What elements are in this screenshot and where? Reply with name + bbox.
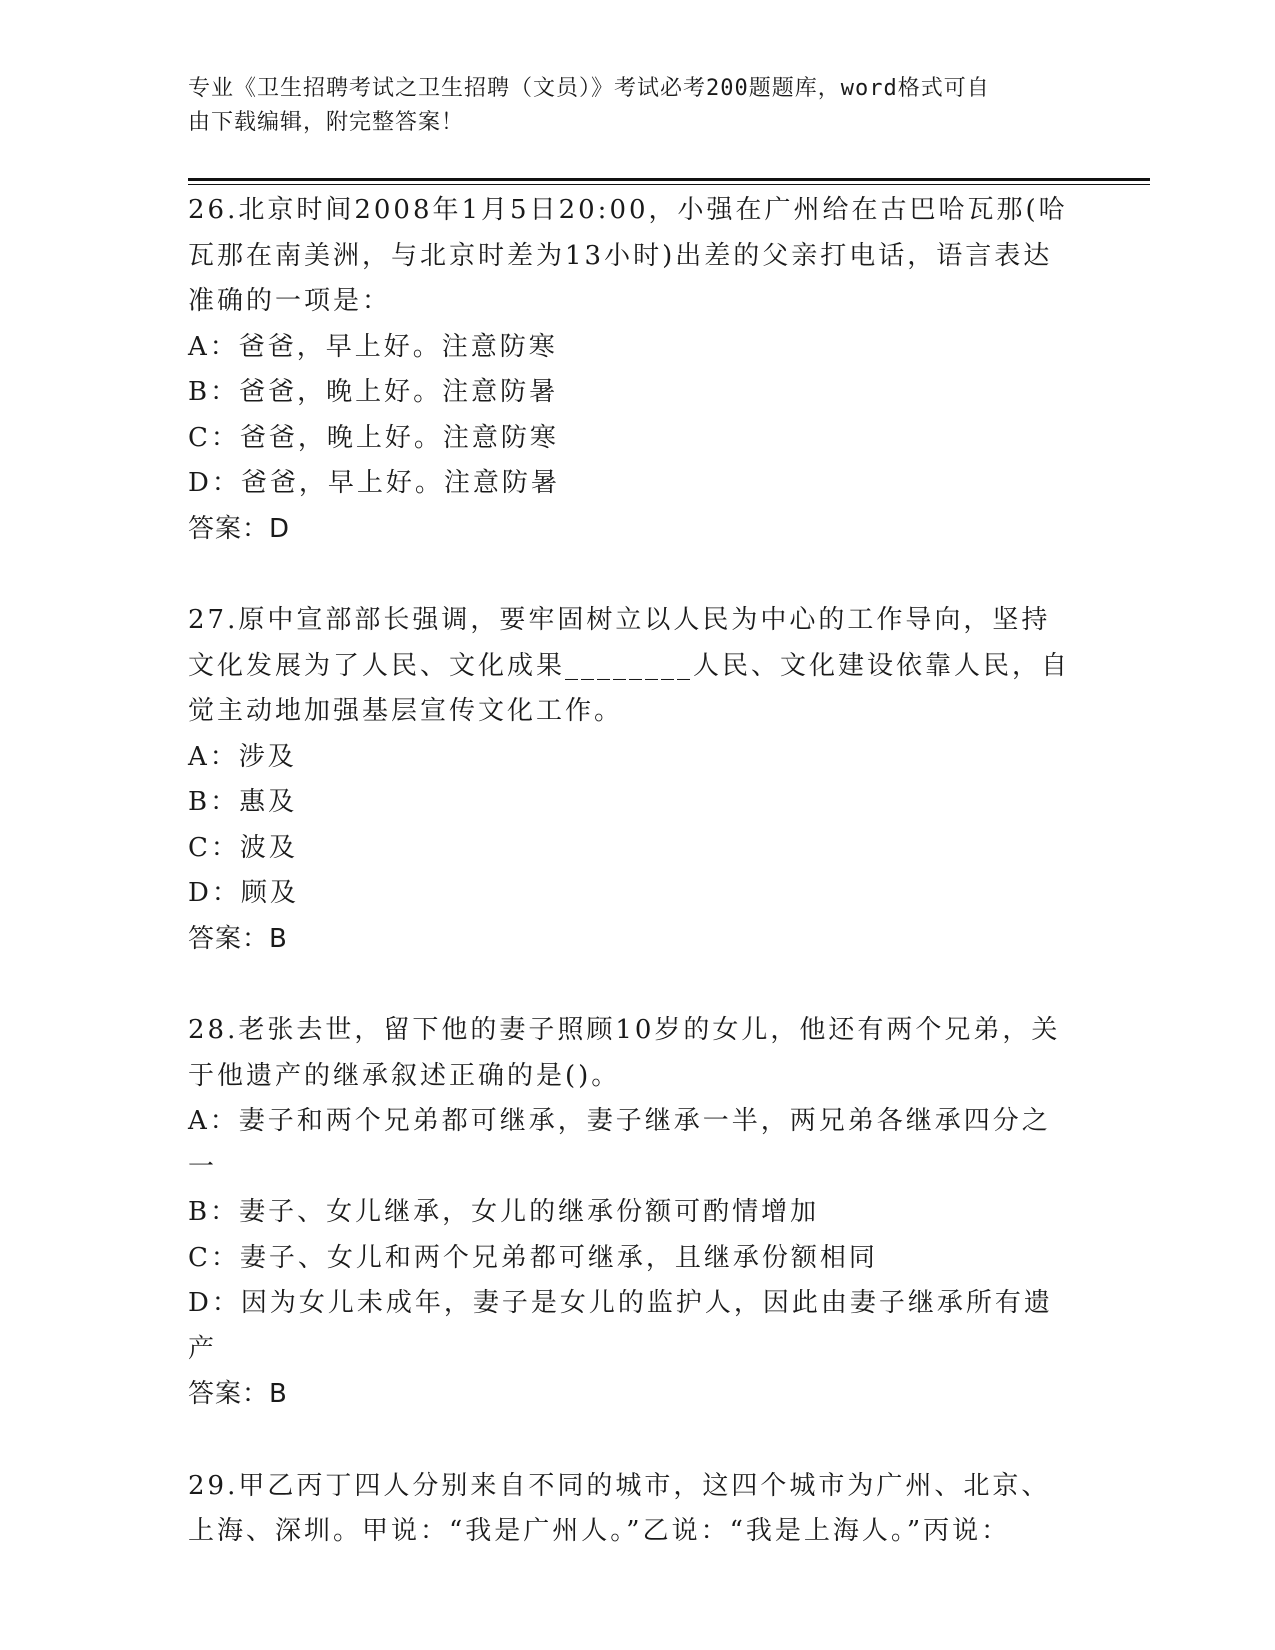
question-stem: 29.甲乙丙丁四人分别来自不同的城市，这四个城市为广州、北京、上海、深圳。甲说：“我是广州人。”乙说：“我是上海人。”丙说：	[188, 1470, 1051, 1546]
option-b: B：惠及	[188, 787, 298, 817]
option-a: A：妻子和两个兄弟都可继承，妻子继承一半，两兄弟各继承四分之一	[188, 1106, 1051, 1182]
header-line-1: 专业《卫生招聘考试之卫生招聘（文员）》考试必考200题题库，word格式可自	[188, 76, 990, 101]
option-c: C：妻子、女儿和两个兄弟都可继承，且继承份额相同	[188, 1242, 878, 1273]
header-divider-thin	[188, 184, 1150, 185]
question-28	[188, 1008, 1078, 1418]
question-stem: 26.北京时间2008年1月5日20:00，小强在广州给在古巴哈瓦那(哈瓦那在南美洲，与北京时差为13小时)出差的父亲打电话，语言表达准确的一项是：	[188, 195, 1068, 316]
question-26	[188, 188, 1078, 552]
option-a: A：涉及	[188, 741, 297, 772]
option-d: D：爸爸，早上好。注意防暑	[188, 468, 560, 498]
question-stem: 27.原中宣部部长强调，要牢固树立以人民为中心的工作导向，坚持文化发展为了人民、文化成果________人民、文化建设依靠人民，自觉主动地加强基层宣传文化工作。	[188, 605, 1071, 726]
question-27	[188, 598, 1078, 962]
option-b: B：妻子、女儿继承，女儿的继承份额可酌情增加	[188, 1197, 820, 1227]
option-b: B：爸爸，晚上好。注意防暑	[188, 377, 559, 407]
option-d: D：顾及	[188, 878, 299, 908]
document-header	[188, 72, 1088, 140]
option-c: C：爸爸，晚上好。注意防寒	[188, 422, 559, 453]
answer: 答案：B	[188, 1379, 288, 1409]
answer: 答案：D	[188, 513, 291, 544]
answer: 答案：B	[188, 923, 288, 954]
question-29	[188, 1464, 1078, 1555]
option-a: A：爸爸，早上好。注意防寒	[188, 331, 558, 362]
option-c: C：波及	[188, 832, 298, 863]
question-stem: 28.老张去世，留下他的妻子照顾10岁的女儿，他还有两个兄弟，关于他遗产的继承叙述正确的是()。	[188, 1015, 1061, 1091]
question-list	[188, 188, 1078, 1601]
header-divider-thick	[188, 178, 1150, 181]
option-d: D：因为女儿未成年，妻子是女儿的监护人，因此由妻子继承所有遗产	[188, 1288, 1053, 1364]
header-line-2: 由下载编辑，附完整答案！	[188, 110, 465, 135]
